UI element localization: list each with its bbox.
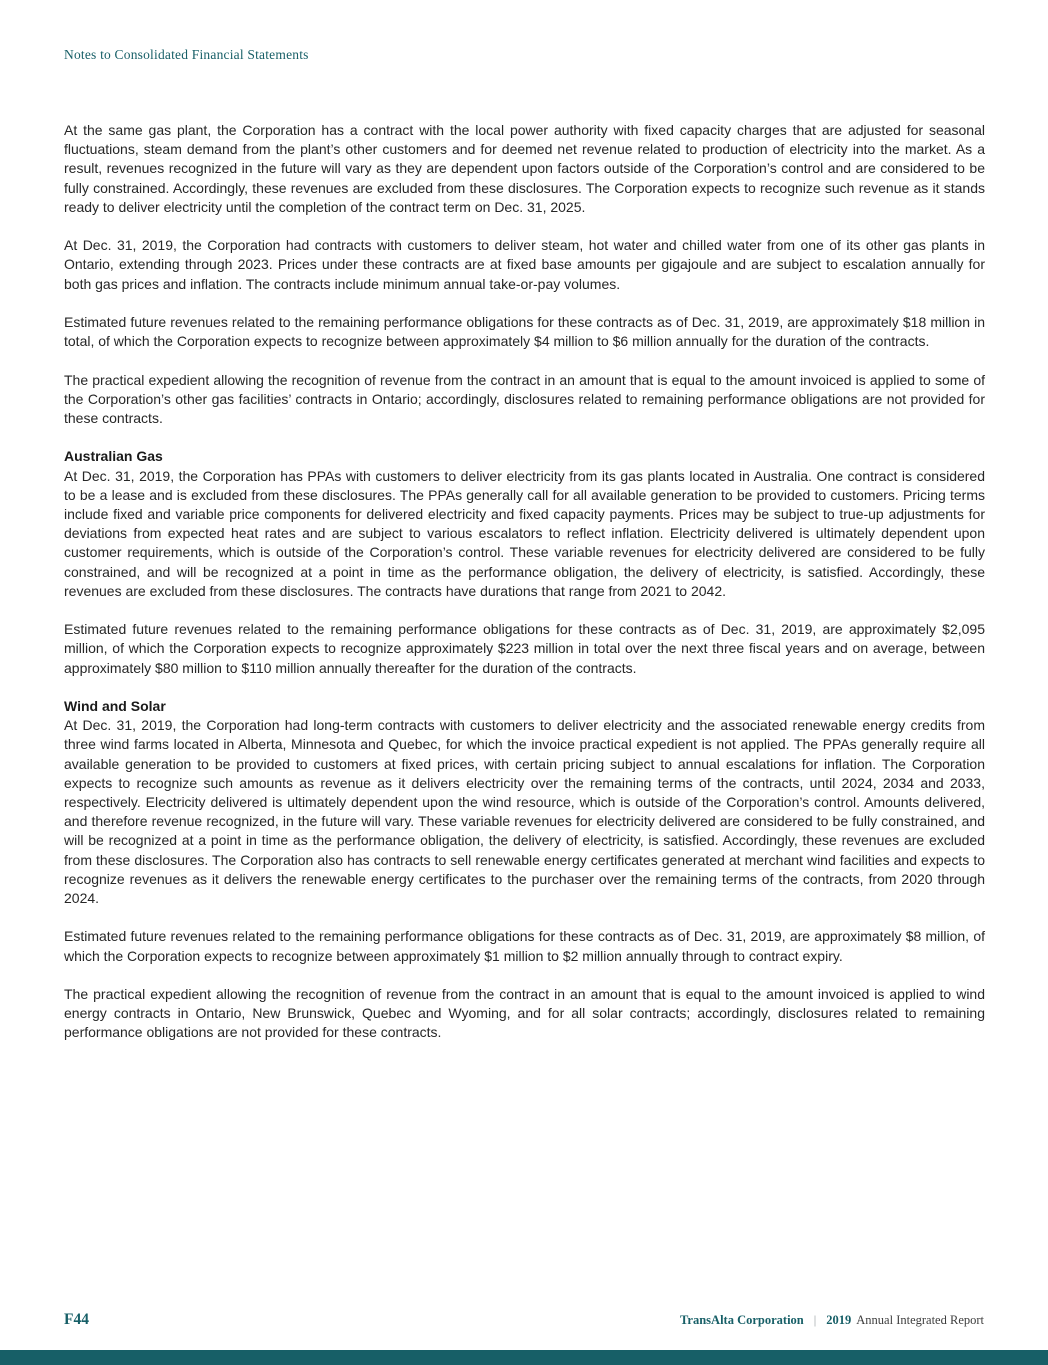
- paragraph-gas-plant-capacity: At the same gas plant, the Corporation has a contract with the local power authority with fixed capacity charges that are adjusted for seasonal fluctuations, steam demand from the plant’s other customers and for deemed net revenue related to production of electricity into the market. As a result, revenues recognized in the future will vary as they are dependent upon factors outside of the Corporation’s control and are considered to be fully constrained. Accordingly, these revenues are excluded from these disclosures. The Corporation expects to recognize such revenue as it stands ready to deliver electricity until the completion of the contract term on Dec. 31, 2025.: [64, 122, 985, 215]
- paragraph-estimated-revenues-australian-gas: Estimated future revenues related to the remaining performance obligations for these contracts as of Dec. 31, 2019, are approximately $2,095 million, of which the Corporation expects to recognize approximately $223 million in total over the next three fiscal years and on average, between approximately $80 million to $110 million annually thereafter for the duration of the contracts.: [64, 621, 985, 676]
- report-credit: [680, 1313, 984, 1328]
- report-title: Annual Integrated Report: [856, 1313, 984, 1327]
- company-name: TransAlta Corporation: [680, 1313, 804, 1327]
- page-number: F44: [64, 1311, 89, 1328]
- paragraph-australian-gas-ppas: At Dec. 31, 2019, the Corporation has PPAs with customers to deliver electricity from its gas plants located in Australia. One contract is considered to be a lease and is excluded from these disclosures. The PPAs generally call for all available generation to be provided to customers. Pricing terms include fixed and variable price components for delivered electricity and fixed capacity payments. Prices may be subject to true-up adjustments for deviations from expected heat rates and are subject to various escalators to reflect inflation. Electricity delivered is ultimately dependent upon customer requirements, which is outside of the Corporation’s control. These variable revenues for electricity delivered are considered to be fully constrained, and will be recognized at a point in time as the performance obligation, the delivery of electricity, is satisfied. Accordingly, these revenues are excluded from these disclosures. The contracts have durations that range from 2021 to 2042.: [64, 467, 985, 599]
- paragraph-practical-expedient-wind: The practical expedient allowing the recognition of revenue from the contract in an amount that is equal to the amount invoiced is applied to wind energy contracts in Ontario, New Brunswick, Quebec and Wyoming, and for all solar contracts; accordingly, disclosures related to remaining performance obligations are not provided for these contracts.: [64, 986, 985, 1041]
- paragraph-estimated-revenues-wind-solar: Estimated future revenues related to the remaining performance obligations for these contracts as of Dec. 31, 2019, are approximately $8 million, of which the Corporation expects to recognize between approximately $1 million to $2 million annually through to contract expiry.: [64, 928, 985, 964]
- document-body: [64, 121, 985, 1062]
- paragraph-estimated-revenues-gas: Estimated future revenues related to the remaining performance obligations for these contracts as of Dec. 31, 2019, are approximately $18 million in total, of which the Corporation expects to recognize between approximately $4 million to $6 million annually for the duration of the contracts.: [64, 314, 985, 350]
- running-header: Notes to Consolidated Financial Statements: [64, 47, 309, 62]
- footer-separator: |: [813, 1313, 817, 1327]
- page-footer: [64, 1311, 984, 1329]
- paragraph-steam-hot-water-contracts: At Dec. 31, 2019, the Corporation had contracts with customers to deliver steam, hot water and chilled water from one of its other gas plants in Ontario, extending through 2023. Prices under these contracts are at fixed base amounts per gigajoule and are subject to escalation annually for both gas prices and inflation. The contracts include minimum annual take-or-pay volumes.: [64, 237, 985, 292]
- section-heading-wind-and-solar: Wind and Solar: [64, 698, 166, 714]
- report-year: 2019: [826, 1313, 852, 1327]
- paragraph-wind-solar-contracts: At Dec. 31, 2019, the Corporation had long-term contracts with customers to deliver electricity and the associated renewable energy credits from three wind farms located in Alberta, Minnesota and Quebec, for which the invoice practical expedient is not applied. The PPAs generally require all available generation to be provided to customers at fixed prices, with certain pricing subject to annual escalations for inflation. The Corporation expects to recognize such amounts as revenue as it delivers electricity over the remaining terms of the contracts, until 2024, 2034 and 2033, respectively. Electricity delivered is ultimately dependent upon the wind resource, which is outside of the Corporation’s control. Amounts delivered, and therefore revenue recognized, in the future will vary. These variable revenues for electricity delivered are considered to be fully constrained, and will be recognized at a point in time as the performance obligation, the delivery of electricity, is satisfied. Accordingly, these revenues are excluded from these disclosures. The Corporation also has contracts to sell renewable energy certificates generated at merchant wind facilities and expects to recognize revenues as it delivers the renewable energy certificates to the purchaser over the remaining terms of the contracts, from 2020 through 2024.: [64, 717, 985, 907]
- bottom-accent-bar: [0, 1350, 1048, 1365]
- section-heading-australian-gas: Australian Gas: [64, 448, 163, 465]
- paragraph-practical-expedient-gas: The practical expedient allowing the recognition of revenue from the contract in an amount that is equal to the amount invoiced is applied to some of the Corporation’s other gas facilities’ contracts in Ontario; accordingly, disclosures related to remaining performance obligations are not provided for these contracts.: [64, 371, 985, 426]
